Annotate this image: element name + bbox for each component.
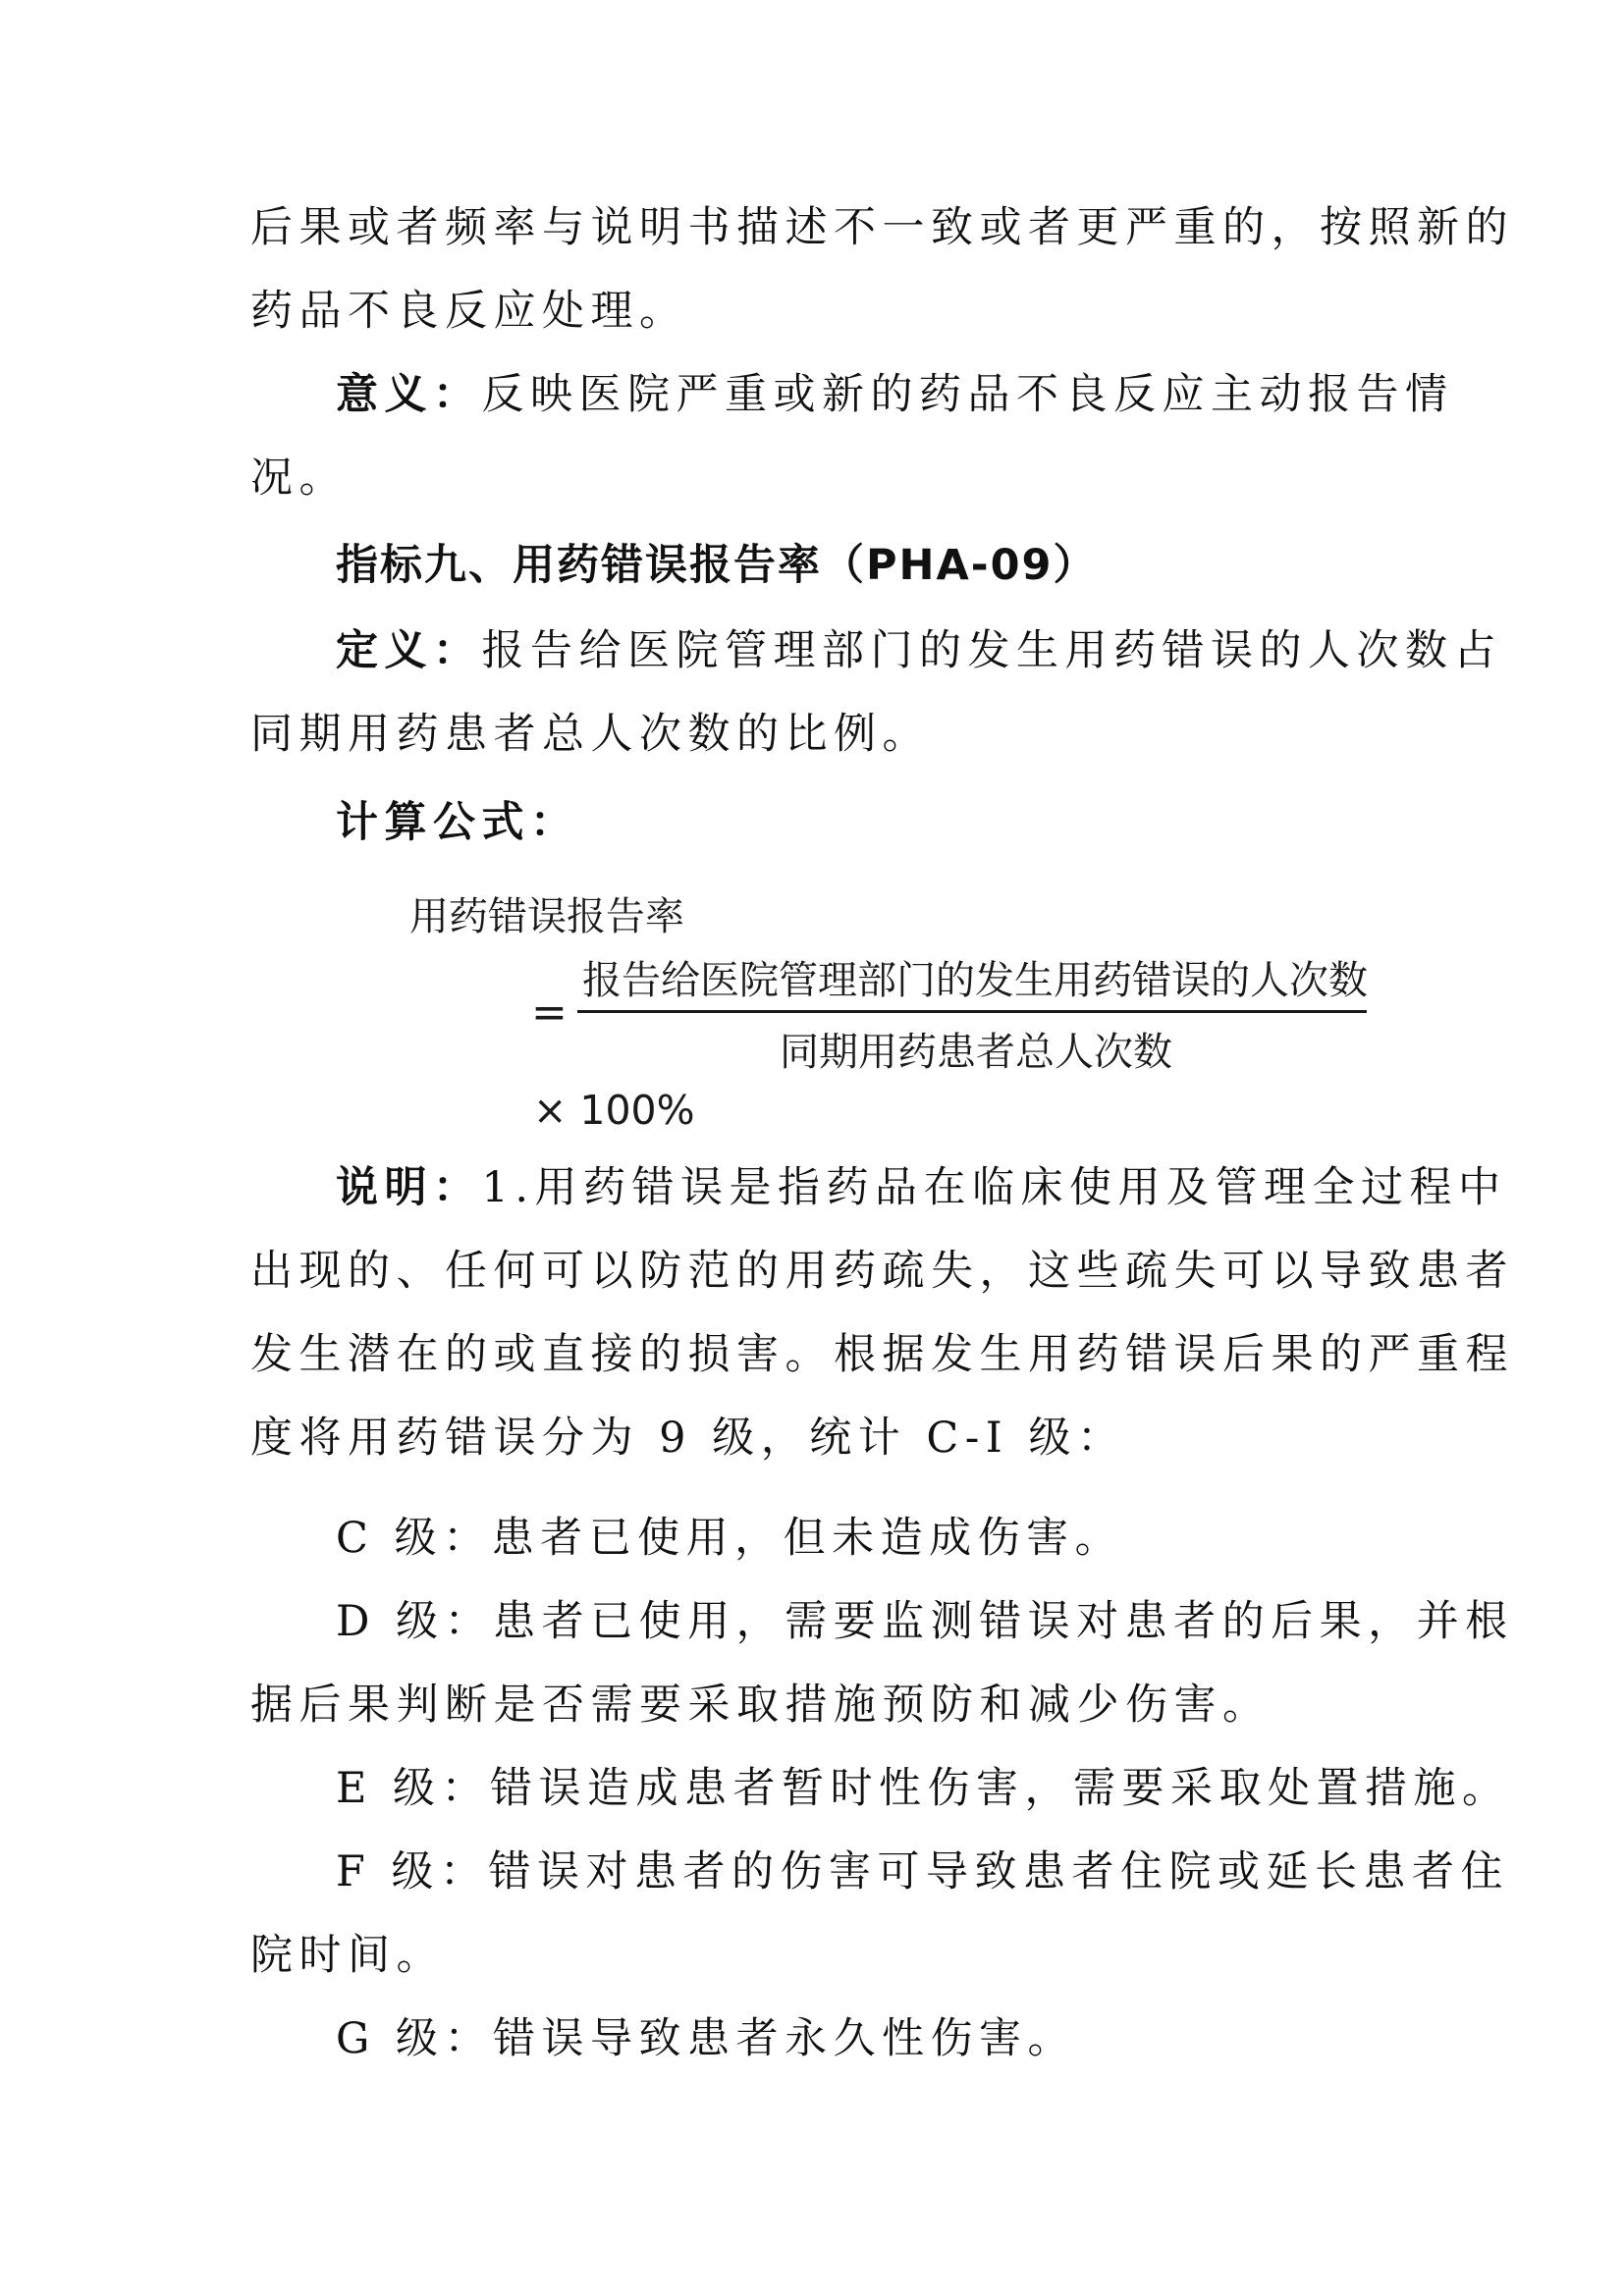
formula-numerator: 报告给医院管理部门的发生用药错误的人次数	[582, 958, 1368, 1003]
formula-label: 计算公式：	[336, 798, 579, 847]
paragraph-line: 况。	[250, 454, 348, 503]
significance-text: 反映医院严重或新的药品不良反应主动报告情	[481, 370, 1454, 419]
definition-label: 定义：	[336, 626, 482, 675]
level-d: D 级：患者已使用，需要监测错误对患者的后果，并根	[336, 1597, 1514, 1646]
paragraph-line: 度将用药错误分为 9 级，统计 C-I 级：	[250, 1414, 1126, 1463]
paragraph-line: 后果或者频率与说明书描述不一致或者更严重的，按照新的	[250, 203, 1514, 252]
indicator-heading: 指标九、用药错误报告率（PHA-09）	[336, 541, 1098, 590]
level-c: C 级：患者已使用，但未造成伤害。	[336, 1514, 1124, 1563]
paragraph-line: 同期用药患者总人次数的比例。	[250, 710, 931, 759]
paragraph-line: 据后果判断是否需要采取措施预防和减少伤害。	[250, 1681, 1272, 1730]
paragraph-line: 发生潜在的或直接的损害。根据发生用药错误后果的严重程	[250, 1330, 1514, 1379]
significance-label: 意义：	[336, 370, 482, 419]
formula-equals: =	[531, 988, 568, 1038]
level-e: E 级：错误造成患者暂时性伤害，需要采取处置措施。	[336, 1764, 1511, 1813]
paragraph-line: 院时间。	[250, 1931, 445, 1980]
note-text: 1.用药错误是指药品在临床使用及管理全过程中	[481, 1163, 1507, 1212]
formula-lhs: 用药错误报告率	[409, 894, 684, 939]
note-label: 说明：	[336, 1163, 482, 1212]
definition-text: 报告给医院管理部门的发生用药错误的人次数占	[481, 626, 1502, 675]
paragraph-line: 药品不良反应处理。	[250, 287, 688, 336]
note-paragraph	[336, 1158, 1507, 1217]
formula-denominator: 同期用药患者总人次数	[780, 1030, 1172, 1075]
paragraph-line: 出现的、任何可以防范的用药疏失，这些疏失可以导致患者	[250, 1247, 1514, 1296]
fraction-bar	[577, 1010, 1367, 1013]
level-f: F 级：错误对患者的伤害可导致患者住院或延长患者住	[336, 1847, 1510, 1896]
formula-multiplier: × 100%	[533, 1087, 695, 1134]
level-g: G 级：错误导致患者永久性伤害。	[336, 2014, 1077, 2063]
